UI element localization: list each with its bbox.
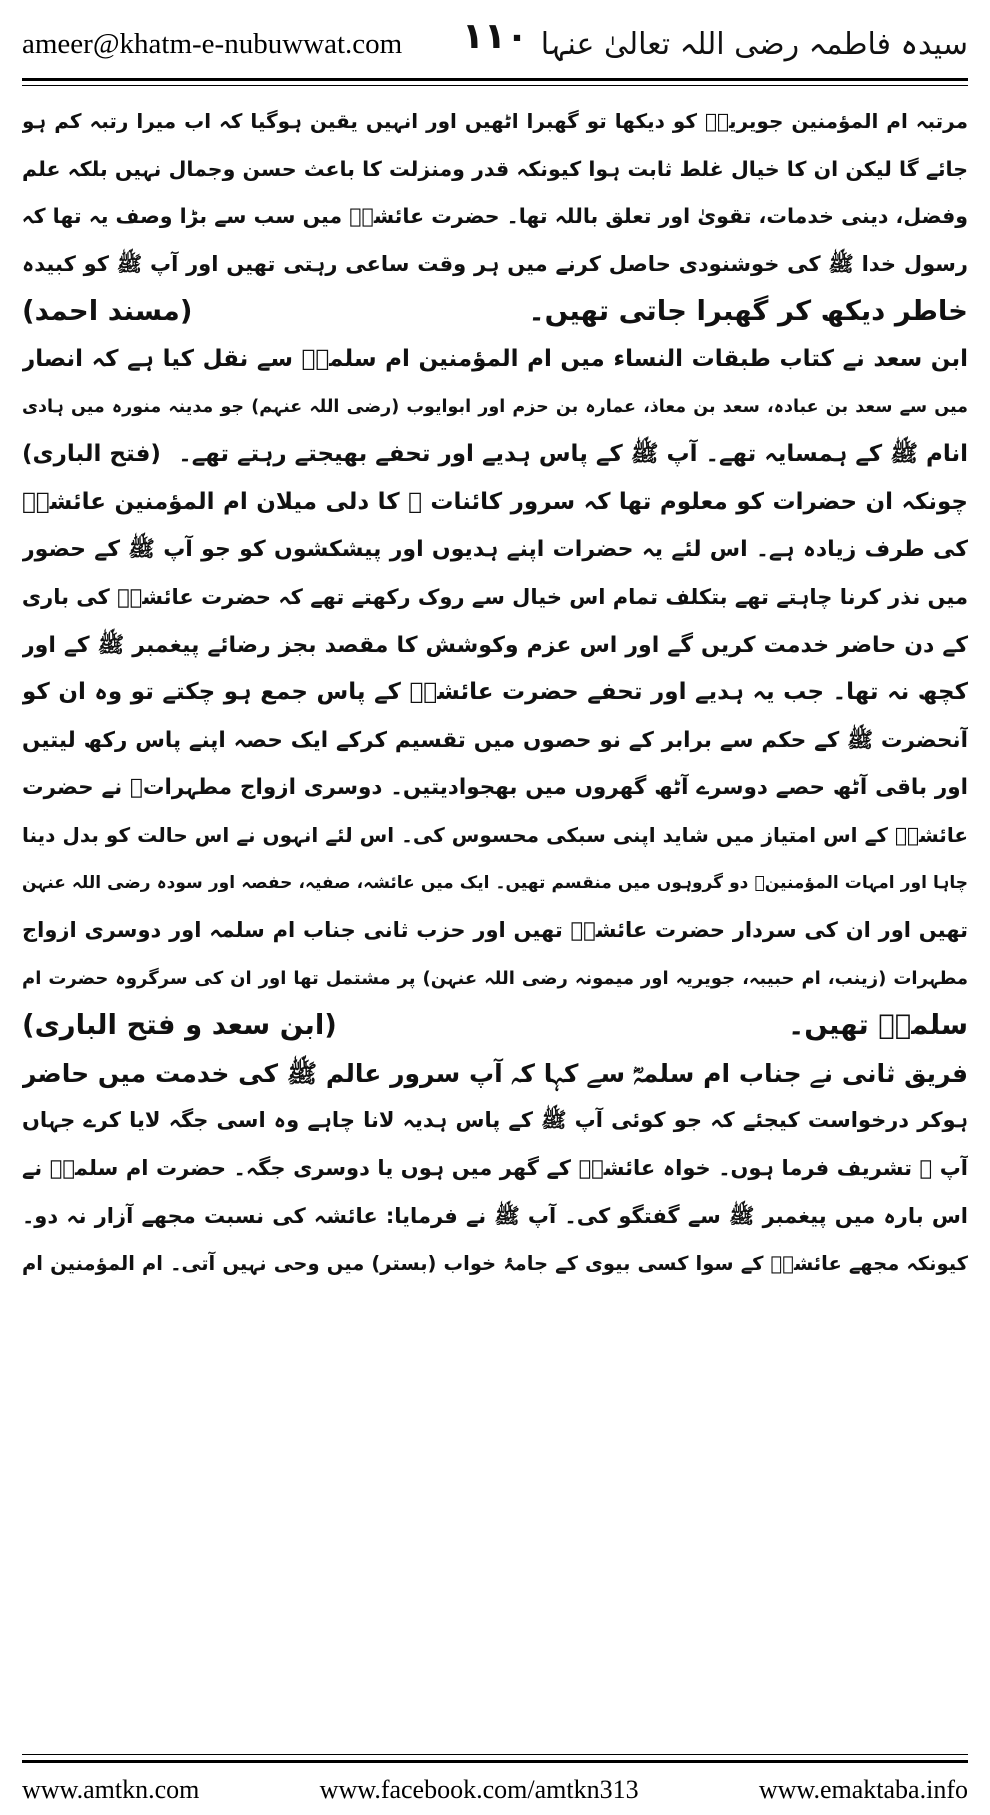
text-line: کیونکہ مجھے عائشہؓ کے سوا کسی بیوی کے جامۂ خواب (بستر) میں وحی نہیں آتی۔ ام المؤمنین ام [22, 1252, 968, 1276]
reference-ibn-saad: (ابن سعد و فتح الباری) [22, 1009, 337, 1042]
reference-fath-al-bari: (فتح الباری) [22, 441, 161, 468]
text-line: مرتبہ ام المؤمنین جویریہؓ کو دیکھا تو گھبرا اٹھیں اور انہیں یقین ہوگیا کہ اب میرا رتبہ کم ہو [22, 109, 968, 133]
text-line: عائشہؓ کے اس امتیاز میں شاید اپنی سبکی محسوس کی۔ اس لئے انہوں نے اس حالت کو بدل دینا [22, 822, 968, 847]
header-email: ameer@khatm-e-nubuwwat.com [22, 27, 403, 60]
chapter-title: سیدہ فاطمہ رضی اللہ تعالیٰ عنہا [540, 26, 968, 62]
text-line: میں سے سعد بن عبادہ، سعد بن معاذ، عمارہ بن حزم اور ابوایوب (رضی اللہ عنہم) جو مدینہ منورہ میں ہادی [22, 396, 968, 417]
text-line: ہوکر درخواست کیجئے کہ جو کوئی آپ ﷺ کے پاس ہدیہ لانا چاہے وہ اسی جگہ لایا کرے جہاں [22, 1108, 968, 1133]
text-line [22, 1002, 968, 1050]
text-line: رسول خدا ﷺ کی خوشنودی حاصل کرنے میں ہر وقت ساعی رہتی تھیں اور آپ ﷺ کو کبیدہ [22, 251, 968, 276]
footer-link-emaktaba[interactable]: www.emaktaba.info [758, 1775, 968, 1804]
footer-rule-thin [22, 1754, 968, 1755]
text-line: ابن سعد نے کتاب طبقات النساء میں ام المؤمنین ام سلمہؓ سے نقل کیا ہے کہ انصار [22, 345, 968, 372]
footer-link-facebook[interactable]: www.facebook.com/amtkn313 [319, 1775, 639, 1804]
header-rule-thin [22, 85, 968, 86]
text-line: فریق ثانی نے جناب ام سلمہؓ سے کہا کہ آپ سرور عالم ﷺ کی خدمت میں حاضر [22, 1058, 968, 1088]
footer-rule [22, 1760, 968, 1763]
text-line: آپ ﷺ تشریف فرما ہوں۔ خواہ عائشہؓ کے گھر میں ہوں یا دوسری جگہ۔ حضرت ام سلمہؓ نے [22, 1156, 968, 1181]
text-line: تھیں اور ان کی سردار حضرت عائشہؓ تھیں اور حزب ثانی جناب ام سلمہ اور دوسری ازواج [22, 918, 968, 943]
text-line: جائے گا لیکن ان کا خیال غلط ثابت ہوا کیونکہ قدر ومنزلت کا باعث حسن وجمال نہیں بلکہ علم [22, 156, 968, 181]
page-number: ١١٠ [462, 16, 528, 57]
text-line-content: خاطر دیکھ کر گھبرا جاتی تھیں۔ [528, 295, 968, 328]
text-line: کے دن حاضر خدمت کریں گے اور اس عزم وکوشش کا مقصد بجز رضائے پیغمبر ﷺ کے اور [22, 632, 968, 658]
body-text [22, 98, 968, 1716]
text-line: مطہرات (زینب، ام حبیبہ، جویریہ اور میمونہ رضی اللہ عنہن) پر مشتمل تھا اور ان کی سرگروہ حضرت ام [22, 967, 968, 989]
text-line: اس بارہ میں پیغمبر ﷺ سے گفتگو کی۔ آپ ﷺ نے فرمایا: عائشہ کی نسبت مجھے آزار نہ دو۔ [22, 1203, 968, 1228]
text-line: آنحضرت ﷺ کے حکم سے برابر کے نو حصوں میں تقسیم کرکے ایک حصہ اپنے پاس رکھ لیتیں [22, 727, 968, 753]
footer-link-amtkn[interactable]: www.amtkn.com [22, 1775, 200, 1804]
text-line [22, 288, 968, 336]
text-line-content: سلمہؓ تھیں۔ [788, 1009, 968, 1042]
text-line: چاہا اور امہات المؤمنینؓ دو گروہوں میں منقسم تھیں۔ ایک میں عائشہ، صفیہ، حفصہ اور سودہ رضی اللہ عنہن [22, 872, 968, 893]
text-line-content: انام ﷺ کے ہمسایہ تھے۔ آپ ﷺ کے پاس ہدیے اور تحفے بھیجتے رہتے تھے۔ [178, 441, 968, 468]
page-footer [22, 1768, 968, 1812]
text-line: چونکہ ان حضرات کو معلوم تھا کہ سرور کائنات ﷺ کا دلی میلان ام المؤمنین عائشہؓ [22, 488, 968, 515]
text-line: کی طرف زیادہ ہے۔ اس لئے یہ حضرات اپنے ہدیوں اور پیشکشوں کو جو آپ ﷺ کے حضور [22, 537, 968, 563]
text-line: کچھ نہ تھا۔ جب یہ ہدیے اور تحفے حضرت عائشہؓ کے پاس جمع ہو چکتے تو وہ ان کو [22, 679, 968, 706]
text-line: اور باقی آٹھ حصے دوسرے آٹھ گھروں میں بھجوادیتیں۔ دوسری ازواج مطہراتؓ نے حضرت [22, 775, 968, 801]
header-rule [22, 78, 968, 81]
page-header [22, 14, 968, 74]
text-line: وفضل، دینی خدمات، تقویٰ اور تعلق باللہ تھا۔ حضرت عائشہؓ میں سب سے بڑا وصف یہ تھا کہ [22, 204, 968, 229]
reference-musnad-ahmad: (مسند احمد) [22, 295, 193, 328]
text-line [22, 431, 968, 479]
text-line: میں نذر کرنا چاہتے تھے بتکلف تمام اس خیال سے روک رکھتے تھے کہ حضرت عائشہؓ کی باری [22, 584, 968, 609]
